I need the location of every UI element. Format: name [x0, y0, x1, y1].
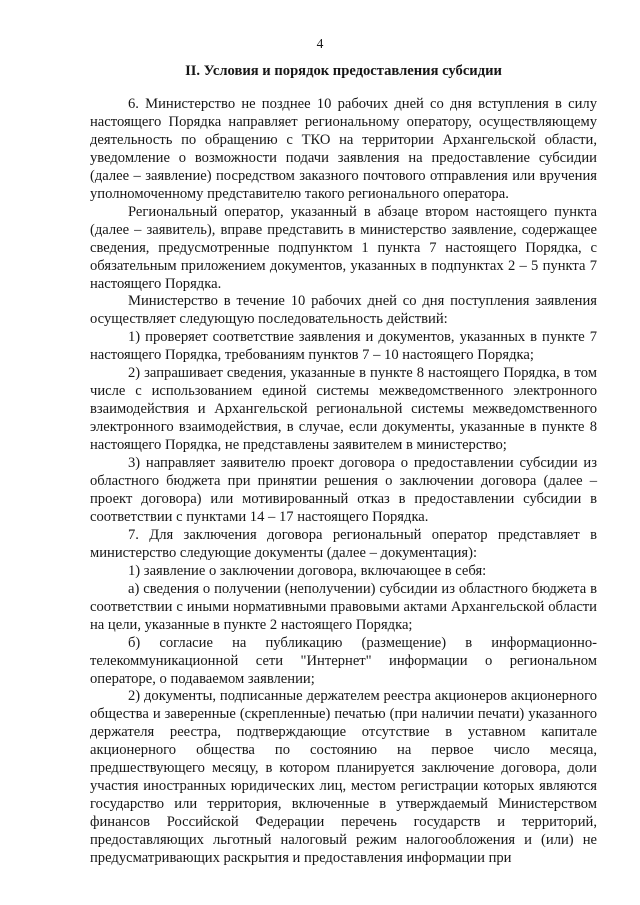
- paragraph-6-intro: 6. Министерство не позднее 10 рабочих дней со дня вступления в силу настоящего Порядка направляет региональному оператору, осуществляющему деятельность по обращению с ТКО на территории Архангельской области, уведомление о возможности подачи заявления на предоставление субсидии (далее – заявление) посредством заказного почтового отправления или вручения уполномоченному представителю такого регионального оператора.: [90, 96, 597, 202]
- section-title: II. Условия и порядок предоставления субсидии: [185, 63, 502, 79]
- paragraph-7-item-1a: а) сведения о получении (неполучении) субсидии из областного бюджета в соответствии с иными нормативными правовыми актами Архангельской области на цели, указанные в пункте 2 настоящего Порядка;: [90, 580, 597, 633]
- paragraph-action-1: 1) проверяет соответствие заявления и документов, указанных в пункте 7 настоящего Порядка, требованиям пунктов 7 – 10 настоящего Порядка;: [90, 329, 597, 364]
- page-number: 4: [316, 36, 324, 51]
- paragraph-ministry-actions: Министерство в течение 10 рабочих дней со дня поступления заявления осуществляет следующую последовательность действий:: [90, 293, 597, 328]
- paragraph-regional-operator: Региональный оператор, указанный в абзаце втором настоящего пункта (далее – заявитель), вправе представить в министерство заявление, содержащее сведения, предусмотренные подпунктом 1 пункта 7 настоящего Порядка, с обязательным приложением документов, указанных в подпунктах 2 – 5 пункта 7 настоящего Порядка.: [90, 203, 597, 292]
- paragraph-7-item-1: 1) заявление о заключении договора, включающее в себя:: [128, 562, 487, 579]
- paragraph-7-intro: 7. Для заключения договора региональный оператор представляет в министерство следующие документы (далее – документация):: [90, 526, 597, 561]
- body-text: [90, 96, 597, 868]
- paragraph-7-item-1b: б) согласие на публикацию (размещение) в информационно-телекоммуникационной сети "Интернет" информации о региональном операторе, о подаваемом заявлении;: [90, 634, 597, 687]
- paragraph-7-item-2: 2) документы, подписанные держателем реестра акционеров акционерного общества и заверенные (скрепленные) печатью (при наличии печати) указанного держателя реестра, подтверждающие отсутствие в уставном капитале акционерного общества по состоянию на первое число месяца, предшествующего месяцу, в котором планируется заключение договора, доли участия иностранных юридических лиц, местом регистрации которых являются государство или территория, включенные в утверждаемый Министерством финансов Российской Федерации перечень государств и территорий, предоставляющих льготный налоговый режим налогообложения и (или) не предусматривающих раскрытия и предоставления информации при: [90, 688, 597, 867]
- paragraph-action-3: 3) направляет заявителю проект договора о предоставлении субсидии из областного бюджета при принятии решения о заключении договора (далее – проект договора) или мотивированный отказ в предоставлении субсидии в соответствии с пунктами 14 – 17 настоящего Порядка.: [90, 455, 597, 525]
- paragraph-action-2: 2) запрашивает сведения, указанные в пункте 8 настоящего Порядка, в том числе с использованием единой системы межведомственного электронного взаимодействия и Архангельской региональной системы межведомственного электронного взаимодействия, в случае, если документы, указанные в пункте 8 настоящего Порядка, не представлены заявителем в министерство;: [90, 365, 597, 454]
